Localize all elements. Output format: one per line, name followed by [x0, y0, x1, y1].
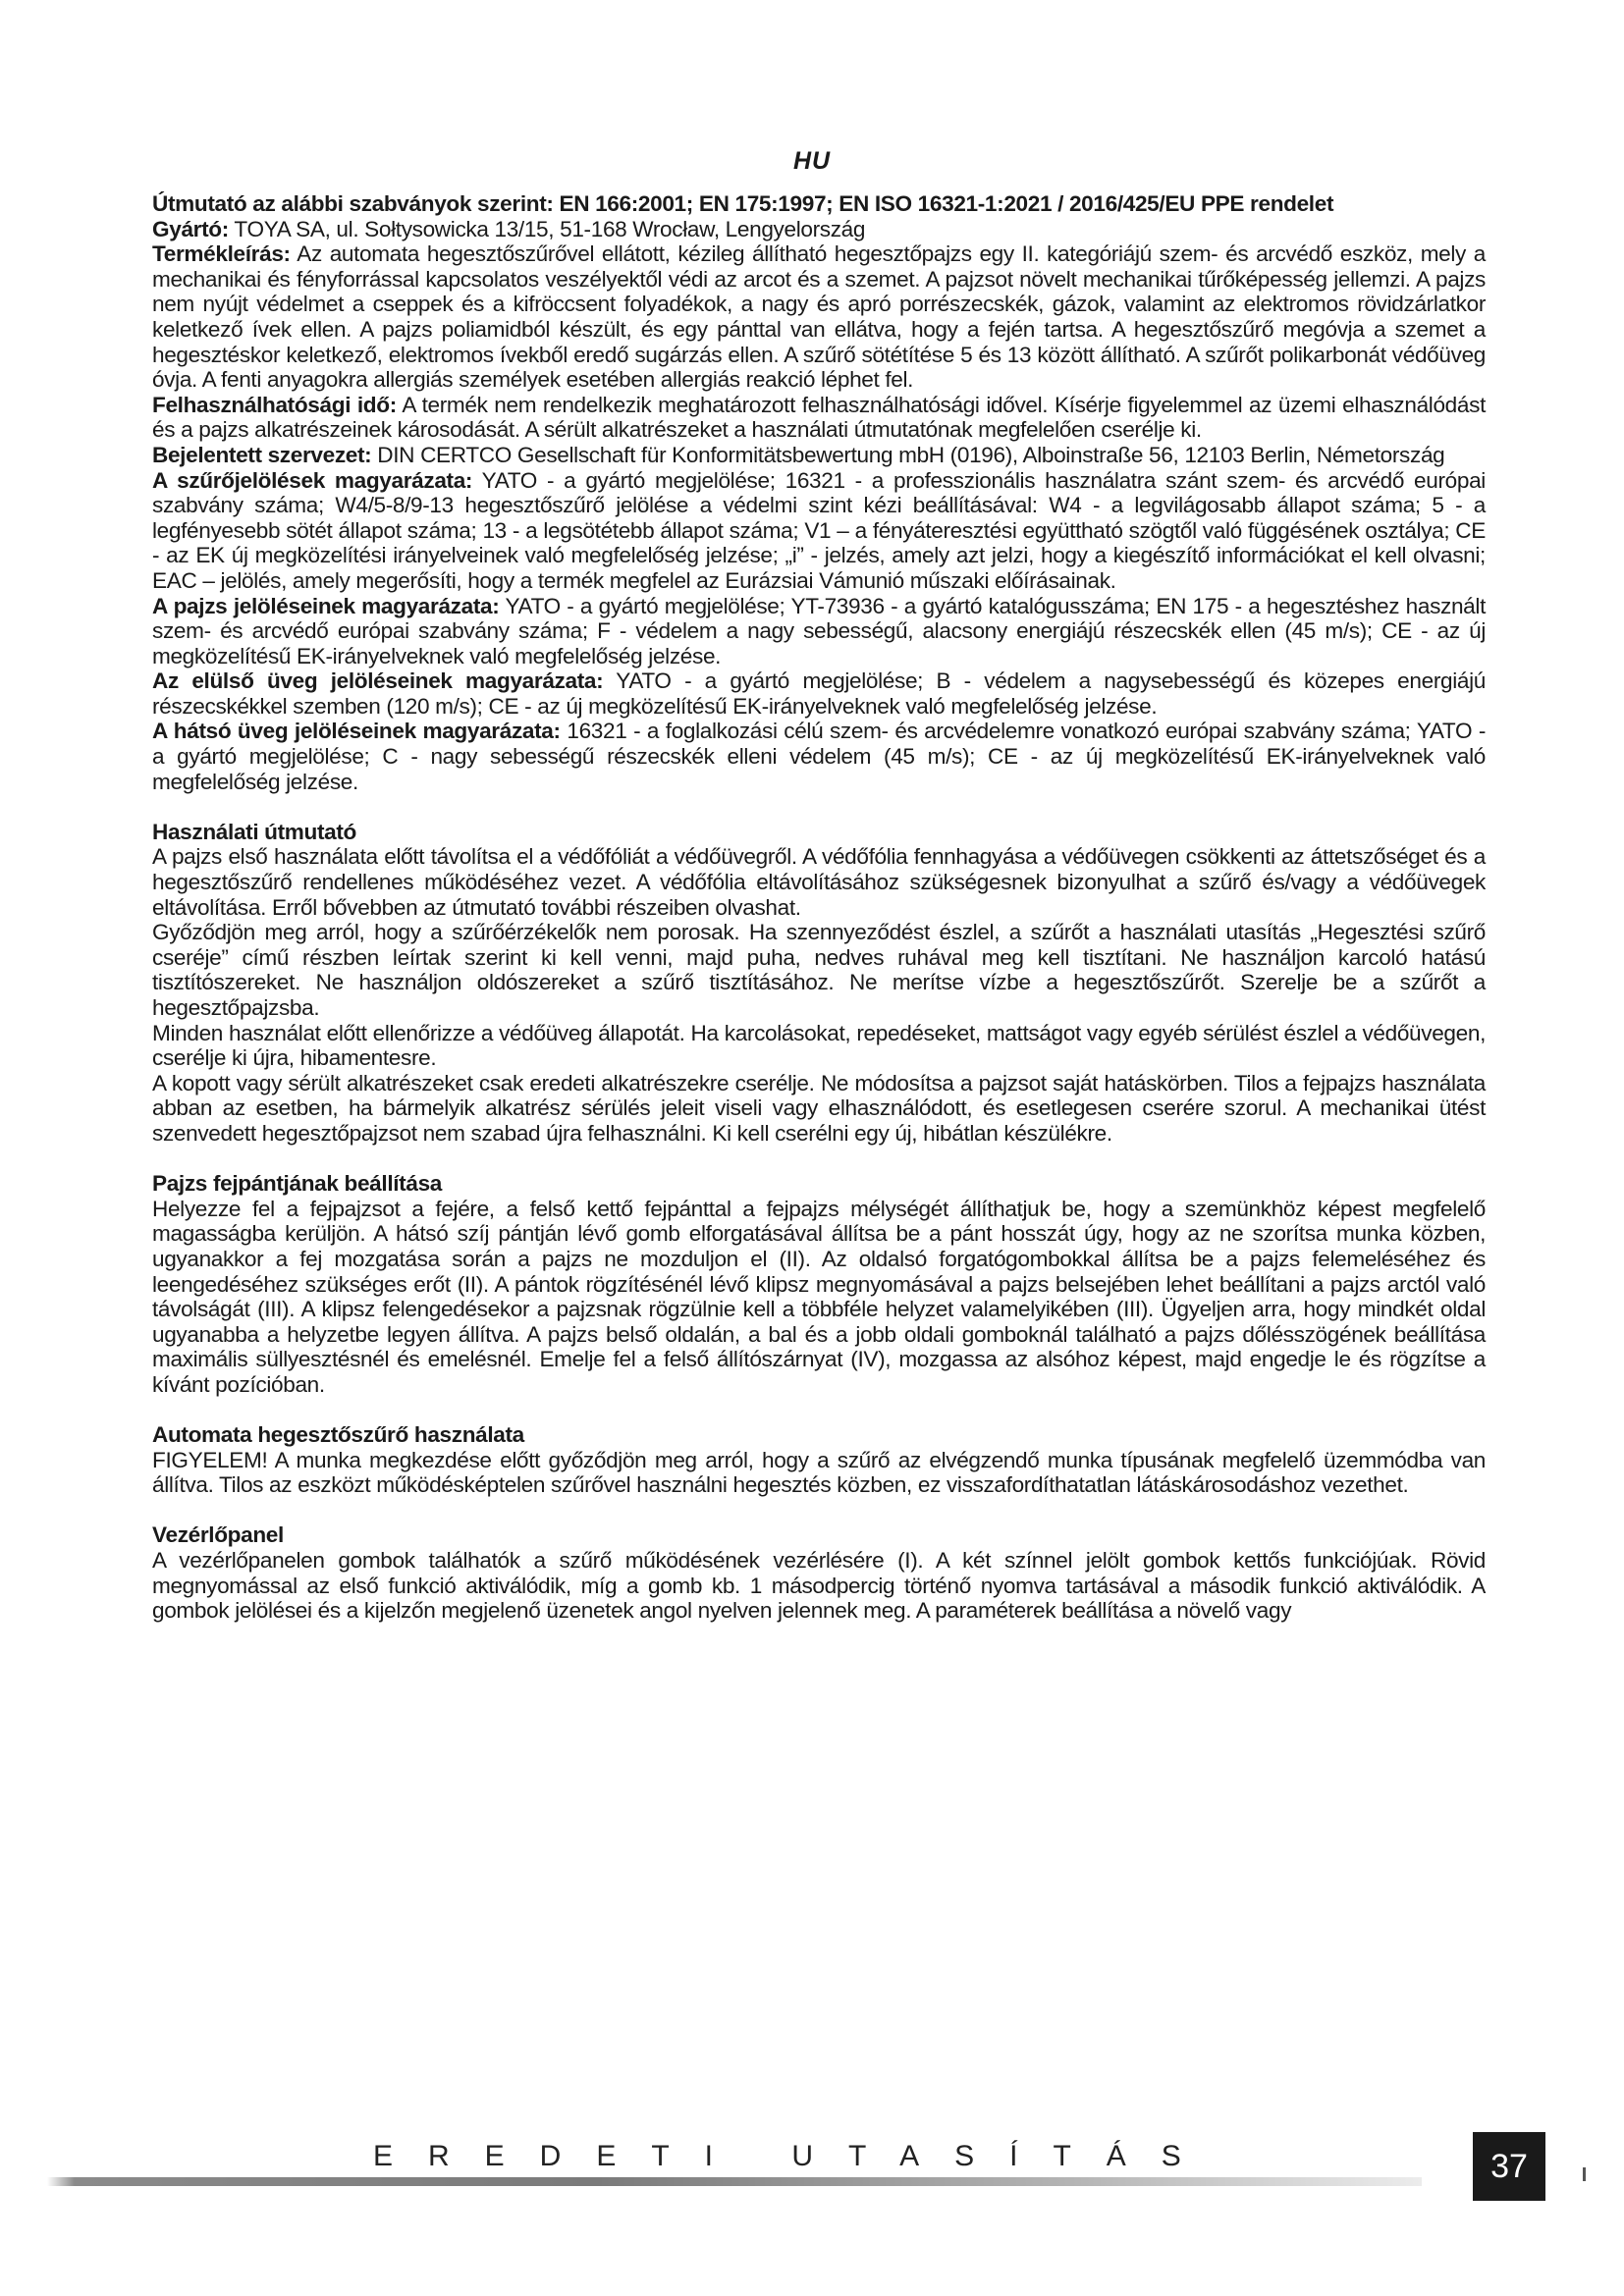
usage-paragraph: A kopott vagy sérült alkatrészeket csak eredeti alkatrészekre cserélje. Ne módosítsa a pajzsot saját hatáskörben. Tilos a fejpajzs használata abban az esetben, ha bármelyik alkatrész sérülés jeleit viseli vagy elhasználódott, és esetlegesen cserére szorul. A mechanikai ütést szenvedett hegesztőpajzsot nem szabad újra felhasználni. Ki kell cserélni egy új, hibátlan készülékre. — [152, 1070, 1486, 1146]
footer-rule — [47, 2177, 1422, 2186]
rear-glass-markings-paragraph — [152, 719, 1486, 794]
service-life-text: A termék nem rendelkezik meghatározott felhasználhatósági idővel. Kísérje figyelemmel az üzemi elhasználódást és a pajzs alkatrészeinek károsodását. A sérült alkatrészeket a használati útmutatónak megfelelően cserélje ki. — [152, 392, 1486, 443]
filter-markings-text: YATO - a gyártó megjelölése; 16321 - a professzionális használatra szánt szem- és arcvédő európai szabvány száma; W4/5-8/9-13 hegesztőszűrő jelölése a védelmi szint kézi beállításával: W4 - a legvilágosabb állapot száma; 5 - a legfényesebb sötét állapot száma; 13 - a legsötétebb állapot száma; V1 – a fényáteresztési együttható szögtől való függésének osztálya; CE - az EK új megközelítési irányelveinek való megfelelőség jelzése; „i” - jelzés, amely azt jelzi, hogy a kiegészítő információkat el kell olvasni; EAC – jelölés, amely megerősíti, hogy a termék megfelel az Eurázsiai Vámunió műszaki előírásainak. — [152, 467, 1486, 593]
usage-title-text: Használati útmutató — [152, 819, 357, 844]
control-panel-section-title — [152, 1522, 1486, 1548]
auto-filter-section-title — [152, 1422, 1486, 1448]
manufacturer-paragraph — [152, 217, 1486, 242]
section-spacer — [152, 794, 1486, 820]
usage-section-title — [152, 820, 1486, 845]
product-description-text: Az automata hegesztőszűrővel ellátott, kézileg állítható hegesztőpajzs egy II. kategóriájú szem- és arcvédő eszköz, mely a mechanikai és fényforrással kapcsolatos veszélyektől védi az arcot és a szemet. A pajzsot növelt mechanikai tűrőképesség jellemzi. A pajzs nem nyújt védelmet a cseppek és a kifröccsent folyadékok, a nagy és apró porrészecskék, gázok, valamint az elektromos rövidzárlatkor keletkező ívek ellen. A pajzs poliamidból készült, és egy pánttal van ellátva, hogy a fején tartsa. A hegesztőszűrő megóvja a szemet a hegesztéskor keletkező, elektromos ívekből eredő sugárzás ellen. A szűrő sötétítése 5 és 13 között állítható. A szűrőt polikarbonát védőüveg óvja. A fenti anyagokra allergiás személyek esetében allergiás reakció léphet fel. — [152, 241, 1486, 393]
standards-label: Útmutató az alábbi szabványok szerint: EN 166:2001; EN 175:1997; EN ISO 16321-1:2021 / 2016/425/EU PPE rendelet — [152, 191, 1334, 216]
control-panel-title-text: Vezérlőpanel — [152, 1522, 284, 1548]
manufacturer-text: TOYA SA, ul. Sołtysowicka 13/15, 51-168 Wrocław, Lengyelország — [228, 216, 866, 241]
headband-section-title — [152, 1171, 1486, 1197]
headband-paragraph: Helyezze fel a fejpajzsot a fejére, a felső kettő fejpánttal a fejpajzs mélységét állíthatjuk be, hogy a szemünkhöz képest megfelelő magasságba kerüljön. A hátsó szíj pántján lévő gomb elforgatásával állítsa be a pánt hosszát úgy, hogy az ne szorítsa munka közben, ugyanakkor a fej mozgatása során a pajzs ne mozduljon el (II). Az oldalsó forgatógombokkal állítsa be a pajzs felemeléséhez és leengedéséhez szükséges erőt (II). A pántok rögzítésénél lévő klipsz megnyomásával a pajzs belsejében lehet beállítani a pajzs arctól való távolságát (III). A klipsz felengedésekor a pajzsnak rögzülnie kell a többféle helyzet valamelyikében (III). Ügyeljen arra, hogy mindkét oldal ugyanabba a helyzetbe legyen állítva. A pajzs belső oldalán, a bal és a jobb oldali gomboknál található a pajzs dőlésszögének beállítása maximális süllyesztésnél és emelésnél. Emelje fel a felső állítószárnyat (IV), mozgassa az alsóhoz képest, majd engedje le és rögzítse a kívánt pozícióban. — [152, 1196, 1486, 1397]
manufacturer-label: Gyártó: — [152, 216, 229, 241]
rear-glass-markings-label: A hátsó üveg jelöléseinek magyarázata: — [152, 719, 561, 744]
standards-line — [152, 191, 1486, 217]
usage-paragraph: A pajzs első használata előtt távolítsa el a védőfóliát a védőüvegről. A védőfólia fennhagyása a védőüvegen csökkenti az áttetszőséget és a hegesztőszűrő rendellenes működéséhez vezet. A védőfólia eltávolításához szükségesnek bizonyulhat a szűrő és/vagy a védőüvegek eltávolítása. Erről bővebben az útmutató további részeiben olvashat. — [152, 844, 1486, 920]
headband-title-text: Pajzs fejpántjának beállítása — [152, 1171, 442, 1197]
notified-body-paragraph — [152, 443, 1486, 468]
section-spacer — [152, 1498, 1486, 1523]
auto-filter-paragraph: FIGYELEM! A munka megkezdése előtt győződjön meg arról, hogy a szűrő az elvégzendő munka típusának megfelelő üzemmódba van állítva. Tilos az eszközt működésképtelen szűrővel használni hegesztés közben, ez visszafordíthatatlan látáskárosodáshoz vezethet. — [152, 1447, 1486, 1498]
usage-paragraph: Minden használat előtt ellenőrizze a védőüveg állapotát. Ha karcolásokat, repedéseket, mattságot vagy egyéb sérülést észlel a védőüvegen, cserélje ki újra, hibamentesre. — [152, 1020, 1486, 1071]
filter-markings-label: A szűrőjelölések magyarázata: — [152, 467, 473, 493]
shield-markings-paragraph — [152, 594, 1486, 669]
usage-paragraph: Győződjön meg arról, hogy a szűrőérzékelők nem porosak. Ha szennyeződést észlel, a szűrőt a használati utasítás „Hegesztési szűrő cseréje” című részben leírtak szerint ki kell venni, majd puha, nedves ruhával meg kell tisztítani. Ne használjon karcoló hatású tisztítószereket. Ne használjon oldószereket a szűrő tisztításához. Ne merítse vízbe a hegesztőszűrőt. Szerelje be a szűrőt a hegesztőpajzsba. — [152, 920, 1486, 1020]
page-content — [152, 191, 1486, 1624]
section-spacer — [152, 1147, 1486, 1172]
product-description-label: Termékleírás: — [152, 241, 291, 267]
page-number: 37 — [1473, 2132, 1545, 2201]
auto-filter-title-text: Automata hegesztőszűrő használata — [152, 1422, 524, 1448]
notified-body-label: Bejelentett szervezet: — [152, 442, 372, 467]
language-header: HU — [792, 147, 832, 175]
front-glass-markings-label: Az elülső üveg jelöléseinek magyarázata: — [152, 668, 604, 694]
section-spacer — [152, 1398, 1486, 1423]
service-life-label: Felhasználhatósági idő: — [152, 392, 397, 417]
front-glass-markings-paragraph — [152, 668, 1486, 719]
notified-body-text: DIN CERTCO Gesellschaft für Konformitätsbewertung mbH (0196), Alboinstraße 56, 12103 Berlin, Németország — [371, 442, 1445, 467]
control-panel-paragraph: A vezérlőpanelen gombok találhatók a szűrő működésének vezérlésére (I). A két színnel jelölt gombok kettős funkciójúak. Rövid megnyomással az első funkció aktiválódik, míg a gomb kb. 1 másodpercig történő nyomva tartásával a második funkció aktiválódik. A gombok jelölései és a kijelzőn megjelenő üzenetek angol nyelven jelennek meg. A paraméterek beállítása a növelő vagy — [152, 1548, 1486, 1624]
front-glass-markings-text: YATO - a gyártó megjelölése; B - védelem a nagysebességű és közepes energiájú részecskékkel szemben (120 m/s); CE - az új megközelítésű EK-irányelveknek való megfelelőség jelzése. — [152, 668, 1486, 719]
filter-markings-paragraph — [152, 468, 1486, 594]
shield-markings-label: A pajzs jelöléseinek magyarázata: — [152, 593, 500, 618]
shield-markings-text: YATO - a gyártó megjelölése; YT-73936 - a gyártó katalógusszáma; EN 175 - a hegesztéshez használt szem- és arcvédő európai szabvány száma; F - védelem a nagy sebességű, alacsony energiájú részecskék ellen (45 m/s); CE - az új megközelítésű EK-irányelveknek való megfelelőség jelzése. — [152, 593, 1486, 668]
service-life-paragraph — [152, 393, 1486, 443]
edge-mark — [1583, 2167, 1586, 2181]
rear-glass-markings-text: 16321 - a foglalkozási célú szem- és arcvédelemre vonatkozó európai szabvány száma; YATO - a gyártó megjelölése; C - nagy sebességű részecskék elleni védelem (45 m/s); CE - az új megközelítésű EK-irányelveknek való megfelelőség jelzése. — [152, 719, 1487, 794]
footer-title: EREDETI UTASÍTÁS — [373, 2140, 1217, 2172]
product-description-paragraph — [152, 241, 1486, 393]
